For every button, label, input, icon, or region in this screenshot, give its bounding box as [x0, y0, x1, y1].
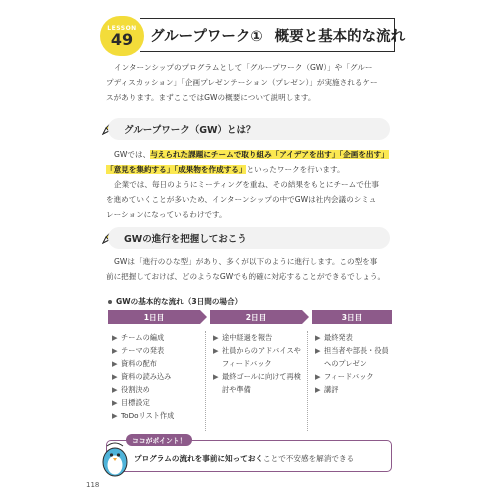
bullet-dot-icon: [108, 300, 112, 304]
divider: [205, 331, 206, 431]
flow-title: [108, 296, 242, 307]
list-item: ▶ 講評: [315, 385, 339, 394]
divider: [307, 331, 308, 431]
list-item: ▶ 最終発表: [315, 333, 353, 342]
point-tag: ココがポイント！: [126, 434, 192, 446]
point-bold: プログラムの流れを事前に知っておく: [134, 454, 264, 463]
point-rest: ことで不安感を解消できる: [263, 454, 355, 463]
page-title: [140, 18, 406, 52]
list-item: ▶ テーマの発表: [112, 346, 165, 355]
list-item: ▶ 途中経過を報告: [213, 333, 273, 342]
section-heading-gw-about: グループワーク（GW）とは？: [108, 118, 390, 140]
penguin-icon: [100, 440, 130, 478]
section1-paragraph: [106, 147, 392, 222]
list-item: ▶ フィードバック: [315, 372, 374, 381]
list-item: ▶ チームの編成: [112, 333, 165, 342]
lesson-badge: [100, 16, 144, 56]
day2-list: [213, 331, 303, 396]
day1-bar: 1日目: [108, 310, 200, 324]
page-number: 118: [86, 481, 100, 489]
lesson-label: LESSON: [107, 24, 137, 32]
list-item: ▶ 目標設定: [112, 398, 150, 407]
section-heading-gw-progress: GWの進行を把握しておこう: [108, 227, 390, 249]
day3-list: [315, 331, 393, 396]
lesson-number: 49: [110, 29, 134, 49]
s2-line: 前に把握しておけば、どのようなGWでも的確に対応することができるでしょう。: [106, 272, 386, 281]
s2-line: GWは「進行のひな型」があり、多くが以下のように進行します。この型を事: [114, 257, 378, 266]
title-step: グループワーク①: [150, 28, 263, 45]
flow-title-text: GWの基本的な流れ（3日間の場合）: [116, 297, 243, 306]
p2-line: 企業では、毎日のようにミーティングを重ね、その結果をもとにチームで仕事: [114, 180, 380, 189]
list-item: ▶ 資料の読み込み: [112, 372, 172, 381]
arrow-right-icon: [200, 310, 207, 324]
p2-line: を進めていくことが多いため、インターンシップの中でGWは社内会議のシミュ: [106, 195, 377, 204]
arrow-right-icon: [302, 310, 309, 324]
p1-post: といったワークを行います。: [246, 165, 345, 174]
list-item: ▶ 社員からのアドバイスやフィードバック: [213, 346, 301, 368]
p2-line: レーションになっているわけです。: [106, 210, 227, 219]
list-item: ▶ 担当者や部長・役員へのプレゼン: [315, 346, 389, 368]
highlight-text: 「意見を集約する」「成果物を作成する」: [106, 165, 247, 174]
p1-pre: GWでは、: [114, 150, 151, 159]
intro-line: インターンシップのプログラムとして「グループワーク（GW）」や「グルー: [114, 63, 373, 72]
intro-line: プディスカッション」「企画プレゼンテーション（プレゼン）」が実施されるケー: [106, 78, 378, 87]
day3-bar: 3日目: [312, 310, 392, 324]
intro-line: スがあります。まずここではGWの概要について説明します。: [106, 93, 316, 102]
intro-paragraph: [106, 60, 392, 105]
list-item: ▶ 役割決め: [112, 385, 150, 394]
highlight-text: 与えられた課題にチームで取り組み「アイデアを出す」「企画を出す」: [150, 150, 389, 159]
list-item: ▶ 最終ゴールに向けて再検討や準備: [213, 372, 301, 394]
point-text: [134, 453, 354, 464]
section2-paragraph: [106, 254, 392, 284]
day1-list: [112, 331, 202, 422]
list-item: ▶ 資料の配布: [112, 359, 157, 368]
day2-bar: 2日目: [210, 310, 302, 324]
title-text: 概要と基本的な流れ: [274, 28, 406, 45]
list-item: ▶ ToDoリスト作成: [112, 411, 175, 420]
